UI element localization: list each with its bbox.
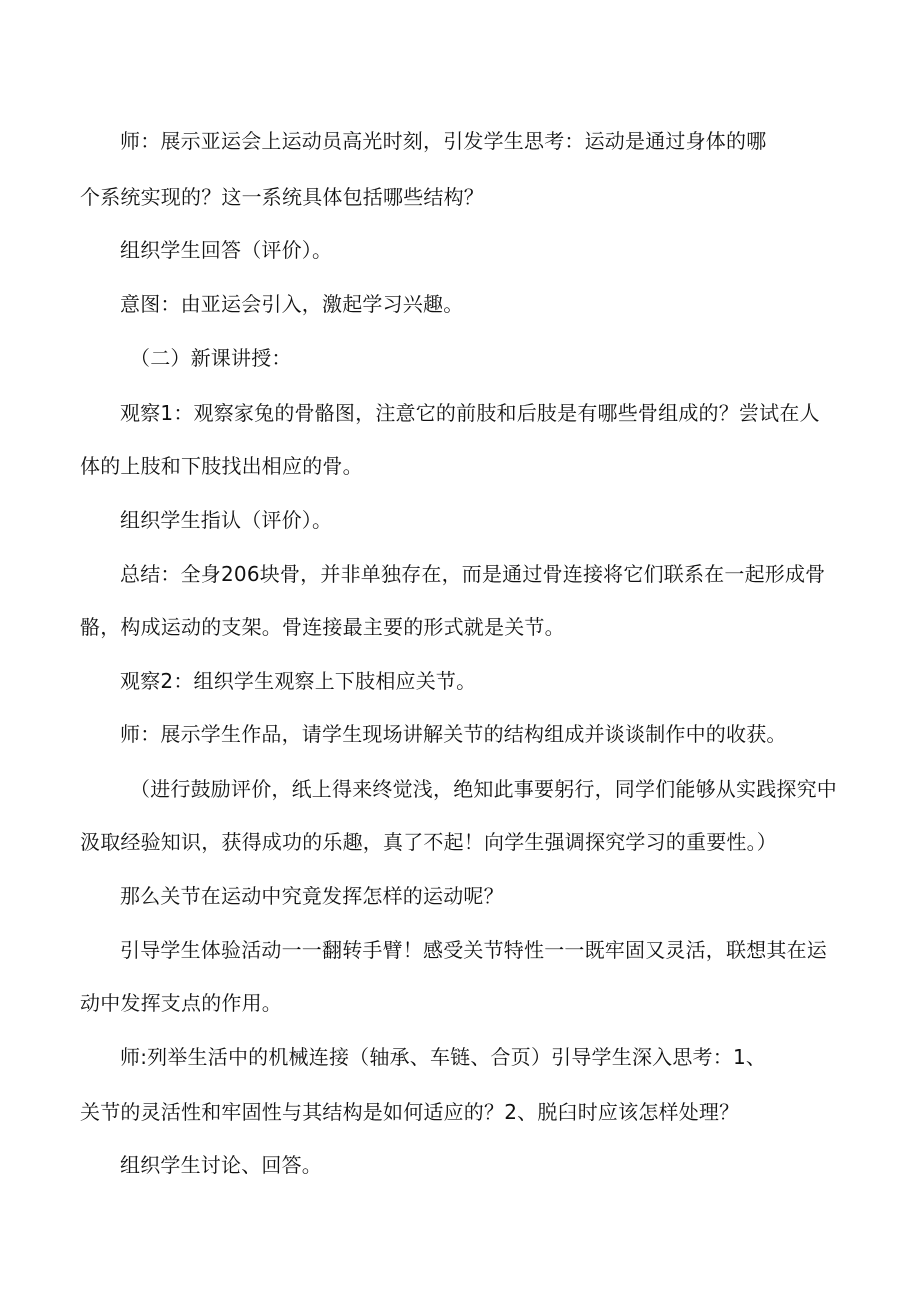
paragraph-line: 意图：由亚运会引入，激起学习兴趣。 bbox=[120, 292, 464, 316]
paragraph-line: 汲取经验知识，获得成功的乐趣，真了不起！向学生强调探究学习的重要性。） bbox=[80, 830, 777, 854]
paragraph-line: 观察1：观察家兔的骨骼图，注意它的前肢和后肢是有哪些骨组成的？尝试在人 bbox=[120, 401, 820, 425]
paragraph-line: 那么关节在运动中究竟发挥怎样的运动呢？ bbox=[120, 884, 504, 908]
paragraph-line: 组织学生讨论、回答。 bbox=[120, 1153, 322, 1177]
paragraph-line: 体的上肢和下肢找出相应的骨。 bbox=[80, 454, 363, 478]
paragraph-line: （进行鼓励评价，纸上得来终觉浅，绝知此事要躬行，同学们能够从实践探究中 bbox=[130, 777, 837, 801]
paragraph-line: 引导学生体验活动一一翻转手臂！感受关节特性一一既牢固又灵活，联想其在运 bbox=[120, 938, 827, 962]
section-heading: （二）新课讲授： bbox=[130, 346, 292, 370]
paragraph-line: 观察2：组织学生观察上下肢相应关节。 bbox=[120, 669, 477, 693]
paragraph-line: 个系统实现的？这一系统具体包括哪些结构？ bbox=[80, 185, 484, 209]
paragraph-line: 组织学生指认（评价）。 bbox=[120, 508, 333, 532]
paragraph-line: 组织学生回答（评价）。 bbox=[120, 238, 333, 262]
paragraph-line: 总结：全身206块骨，并非单独存在，而是通过骨连接将它们联系在一起形成骨 bbox=[120, 562, 826, 586]
paragraph-line: 关节的灵活性和牢固性与其结构是如何适应的？2、脱臼时应该怎样处理？ bbox=[80, 1100, 740, 1124]
paragraph-line: 师：展示亚运会上运动员高光时刻，引发学生思考：运动是通过身体的哪 bbox=[120, 129, 767, 153]
paragraph-line: 动中发挥支点的作用。 bbox=[80, 991, 282, 1015]
paragraph-line: 师:列举生活中的机械连接（轴承、车链、合页）引导学生深入思考：1、 bbox=[120, 1045, 767, 1069]
paragraph-line: 骼，构成运动的支架。骨连接最主要的形式就是关节。 bbox=[80, 615, 565, 639]
paragraph-line: 师：展示学生作品，请学生现场讲解关节的结构组成并谈谈制作中的收获。 bbox=[120, 722, 787, 746]
